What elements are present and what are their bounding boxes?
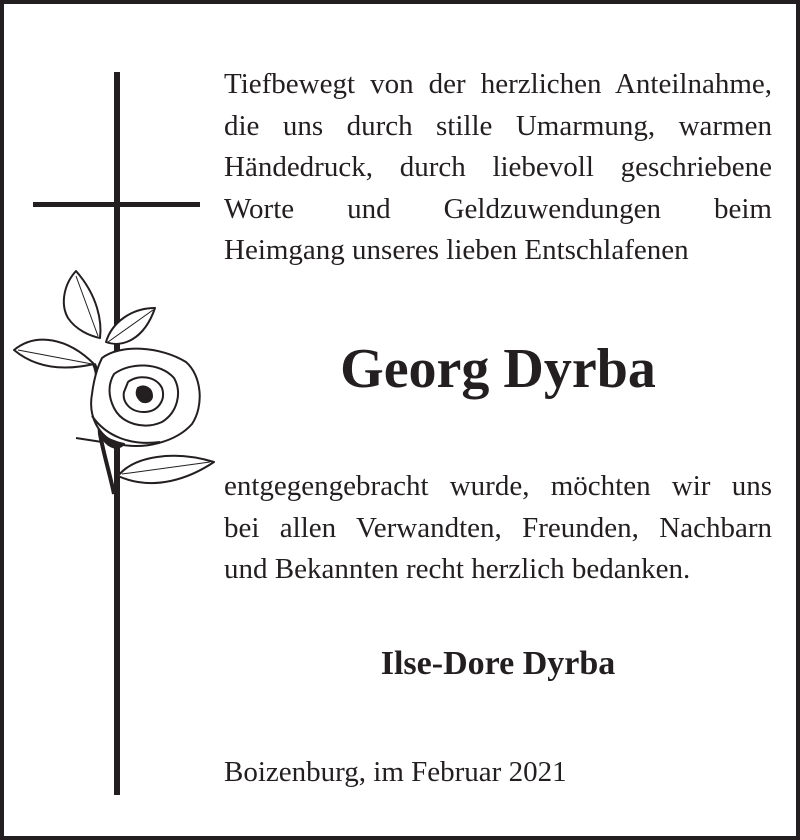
intro-line: die uns durch stille Umarmung, warmen: [224, 109, 772, 142]
deceased-name: Georg Dyrba: [340, 338, 656, 400]
intro-paragraph: [224, 64, 772, 272]
intro-line: Heimgang unseres lieben Entschlafenen: [224, 234, 689, 266]
rose-icon: [10, 266, 220, 498]
place-date: Boizenburg, im Februar 2021: [224, 756, 567, 788]
signatory-name: Ilse-Dore Dyrba: [380, 645, 616, 682]
intro-line: Worte und Geldzuwendungen beim: [224, 192, 772, 225]
cross-icon-horizontal-bar: [33, 202, 200, 207]
closing-line: entgegengebracht wurde, möchten wir uns: [224, 470, 772, 502]
intro-line: Händedruck, durch liebevoll geschriebene: [224, 151, 772, 183]
intro-line: Tiefbewegt von der herzlichen Anteilnahme,: [224, 68, 772, 100]
closing-line: und Bekannten recht herzlich bedanken.: [224, 553, 691, 585]
closing-line: bei allen Verwandten, Freunden, Nachbarn: [224, 511, 772, 544]
closing-paragraph: [224, 466, 772, 591]
